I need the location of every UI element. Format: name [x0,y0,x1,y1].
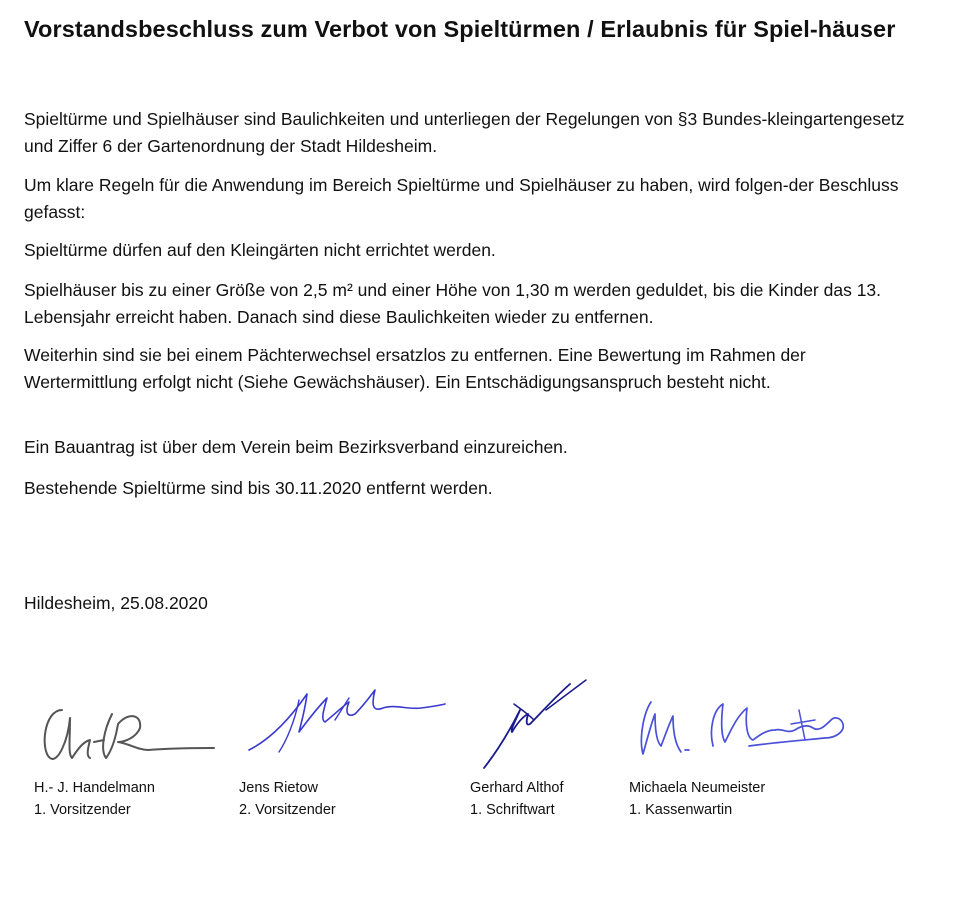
signatory-role: 1. Kassenwartin [629,802,733,818]
signatory-name: Gerhard Althof [470,780,564,796]
document-title: Vorstandsbeschluss zum Verbot von Spieltürmen / Erlaubnis für Spiel-häuser [24,16,896,42]
paragraph-resolution-intro: Um klare Regeln für die Anwendung im Bereich Spieltürme und Spielhäuser zu haben, wird folgen-der Beschluss gefasst: [24,175,899,222]
signature-rietow-image [239,680,449,770]
signature-block-rietow [239,680,449,818]
signatory-name: Michaela Neumeister [629,780,766,796]
signatory-name: H.- J. Handelmann [34,780,155,796]
signatory-role: 2. Vorsitzender [239,802,336,818]
signature-stroke [641,702,689,754]
signatory-name: Jens Rietow [239,780,318,796]
paragraph-playhouse-allowance: Spielhäuser bis zu einer Größe von 2,5 m² und einer Höhe von 1,30 m werden geduldet, bis die Kinder das 13. Lebensjahr erreicht haben. Danach sind diese Baulichkeiten wieder zu entfernen. [24,280,882,327]
signature-stroke [514,680,586,720]
signature-stroke [279,698,349,752]
signature-neumeister-image [629,680,859,770]
signature-stroke [791,710,815,740]
signature-handelmann-image [34,680,219,770]
paragraph-building-application: Ein Bauantrag ist über dem Verein beim Bezirksverband einzureichen. [24,437,568,457]
signatory-role: 1. Schriftwart [470,802,555,818]
signature-stroke [249,690,445,750]
signature-stroke [103,714,214,758]
signature-stroke [711,704,843,746]
signature-block-handelmann [34,680,219,818]
paragraph-tower-ban: Spieltürme dürfen auf den Kleingärten nicht errichtet werden. [24,240,496,260]
signature-stroke [484,684,570,768]
paragraph-legal-basis: Spieltürme und Spielhäuser sind Baulichkeiten und unterliegen der Regelungen von §3 Bundes-kleingartengesetz und Ziffer 6 der Gartenordnung der Stadt Hildesheim. [24,109,905,156]
signature-althof-image [470,680,600,770]
signature-block-neumeister [629,680,859,818]
signatory-role: 1. Vorsitzender [34,802,131,818]
paragraph-tenant-change: Weiterhin sind sie bei einem Pächterwechsel ersatzlos zu entfernen. Eine Bewertung im Rahmen der Wertermittlung erfolgt nicht (Siehe Gewächshäuser). Ein Entschädigungsanspruch besteht nicht. [24,345,806,392]
signature-block-althof [470,680,600,818]
place-and-date: Hildesheim, 25.08.2020 [24,593,208,613]
paragraph-removal-deadline: Bestehende Spieltürme sind bis 30.11.2020 entfernt werden. [24,478,493,498]
signature-stroke [45,710,104,759]
